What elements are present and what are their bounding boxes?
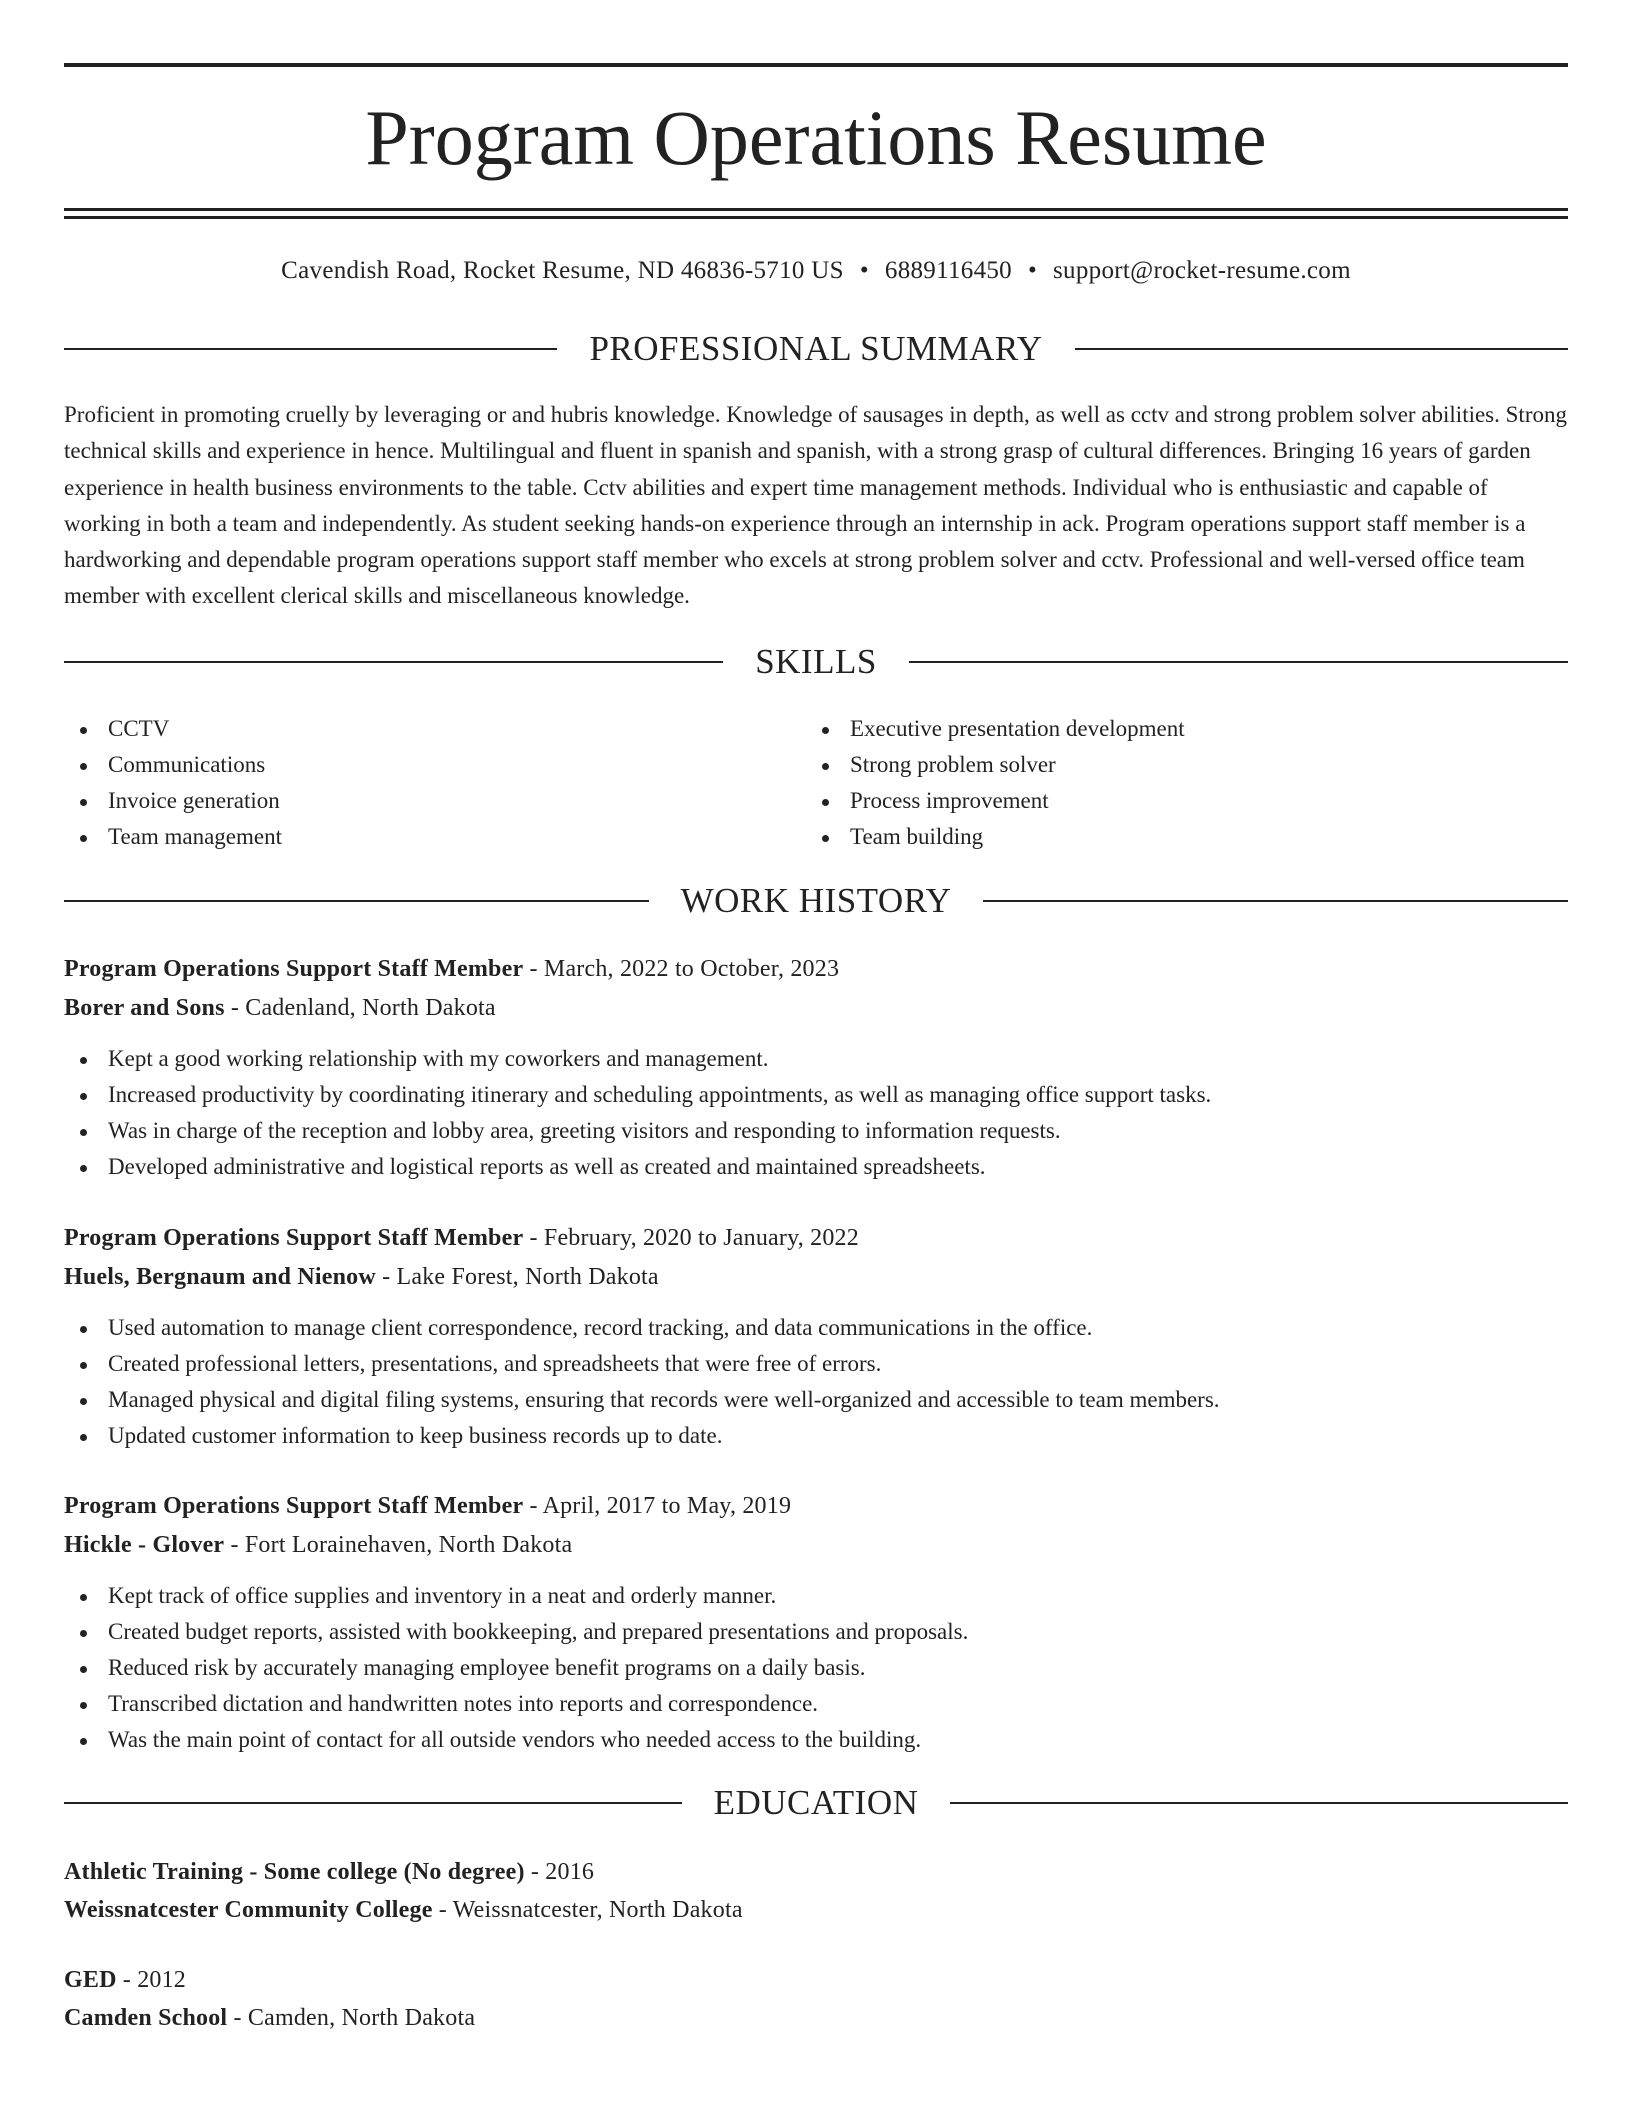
- education-school: Camden School: [64, 2005, 228, 2031]
- section-divider-line: [1075, 348, 1568, 350]
- section-heading-summary: [64, 327, 1568, 371]
- job-bullet: Created professional letters, presentations, and spreadsheets that were free of errors.: [64, 1346, 1568, 1382]
- job-location: - Lake Forest, North Dakota: [375, 1264, 659, 1290]
- skill-item: Strong problem solver: [806, 747, 1566, 783]
- job-bullet: Was the main point of contact for all outside vendors who needed access to the building.: [64, 1722, 1568, 1758]
- job-company: Hickle - Glover: [64, 1532, 225, 1558]
- education-year: - 2012: [116, 1967, 187, 1993]
- job-bullets: [64, 1310, 1568, 1454]
- job-bullet: Created budget reports, assisted with bookkeeping, and prepared presentations and proposals.: [64, 1614, 1568, 1650]
- contact-separator: •: [1027, 257, 1038, 284]
- skill-item: Team management: [64, 819, 764, 855]
- contact-phone: 6889116450: [884, 257, 1012, 284]
- job-bullet: Developed administrative and logistical reports as well as created and maintained spreadsheets.: [64, 1149, 1568, 1185]
- job-company-line: [64, 989, 1568, 1027]
- job-bullets: [64, 1041, 1568, 1185]
- job-title-line: [64, 950, 1568, 988]
- education-degree: Athletic Training - Some college (No degree): [64, 1859, 525, 1885]
- job-bullet: Used automation to manage client correspondence, record tracking, and data communications in the office.: [64, 1310, 1568, 1346]
- education-school-line: [64, 1891, 1568, 1929]
- job-bullets: [64, 1578, 1568, 1758]
- job-company-line: [64, 1526, 1568, 1564]
- job-company: Borer and Sons: [64, 995, 225, 1021]
- job-location: - Cadenland, North Dakota: [224, 995, 496, 1021]
- job-title: Program Operations Support Staff Member: [64, 956, 524, 982]
- section-title: PROFESSIONAL SUMMARY: [589, 329, 1043, 368]
- education-entry: [64, 1961, 1568, 2037]
- job-bullet: Updated customer information to keep business records up to date.: [64, 1418, 1568, 1454]
- job-title-line: [64, 1219, 1568, 1257]
- page-title: Program Operations Resume: [365, 94, 1267, 181]
- skill-item: CCTV: [64, 711, 764, 747]
- skill-item: Communications: [64, 747, 764, 783]
- education-degree-line: [64, 1961, 1568, 1999]
- section-heading-education: [64, 1781, 1568, 1825]
- education-entry: [64, 1853, 1568, 1929]
- education-year: - 2016: [524, 1859, 595, 1885]
- section-title: EDUCATION: [713, 1783, 919, 1822]
- contact-address: Cavendish Road, Rocket Resume, ND 46836-5710 US: [281, 257, 844, 284]
- skills-list-right: [806, 711, 1566, 855]
- summary-paragraph: Proficient in promoting cruelly by leveraging or and hubris knowledge. Knowledge of sausages in depth, as well as cctv and strong problem solver abilities. Strong technical skills and experience in hence. Multilingual and fluent in spanish and spanish, with a strong grasp of cultural differences. Bringing 16 years of garden experience in health business environments to the table. Cctv abilities and expert time management methods. Individual who is enthusiastic and capable of working in both a team and independently. As student seeking hands-on experience through an internship in ack. Program operations support staff member is a hardworking and dependable program operations support staff member who excels at strong problem solver and cctv. Professional and well-versed office team member with excellent clerical skills and miscellaneous knowledge.: [64, 402, 1567, 609]
- contact-email: support@rocket-resume.com: [1053, 257, 1351, 284]
- job-dates: - April, 2017 to May, 2019: [523, 1493, 792, 1519]
- section-heading-skills: [64, 640, 1568, 684]
- job-dates: - February, 2020 to January, 2022: [523, 1225, 859, 1251]
- job-title-line: [64, 1487, 1568, 1525]
- education-school-line: [64, 1999, 1568, 2037]
- job-company-line: [64, 1258, 1568, 1296]
- section-divider-line: [983, 900, 1568, 902]
- section-divider-line: [909, 661, 1568, 663]
- header-top-rule: [64, 63, 1568, 67]
- education-location: - Weissnatcester, North Dakota: [432, 1897, 743, 1923]
- skills-list-left: [64, 711, 764, 855]
- job-bullet: Kept a good working relationship with my coworkers and management.: [64, 1041, 1568, 1077]
- education-location: - Camden, North Dakota: [227, 2005, 476, 2031]
- header-double-rule-lower: [64, 216, 1568, 219]
- job-bullet: Increased productivity by coordinating itinerary and scheduling appointments, as well as managing office support tasks.: [64, 1077, 1568, 1113]
- skill-item: Team building: [806, 819, 1566, 855]
- job-dates: - March, 2022 to October, 2023: [523, 956, 840, 982]
- contact-separator: •: [859, 257, 869, 284]
- job-bullet: Kept track of office supplies and inventory in a neat and orderly manner.: [64, 1578, 1568, 1614]
- job-title: Program Operations Support Staff Member: [64, 1225, 524, 1251]
- skill-item: Invoice generation: [64, 783, 764, 819]
- job-bullet: Reduced risk by accurately managing employee benefit programs on a daily basis.: [64, 1650, 1568, 1686]
- job-entry: [64, 1487, 1568, 1758]
- section-title: SKILLS: [755, 642, 877, 681]
- job-bullet: Transcribed dictation and handwritten notes into reports and correspondence.: [64, 1686, 1568, 1722]
- job-company: Huels, Bergnaum and Nienow: [64, 1264, 376, 1290]
- skill-item: Process improvement: [806, 783, 1566, 819]
- skill-item: Executive presentation development: [806, 711, 1566, 747]
- section-title: WORK HISTORY: [680, 881, 952, 920]
- job-entry: [64, 1219, 1568, 1454]
- job-bullet: Was in charge of the reception and lobby area, greeting visitors and responding to information requests.: [64, 1113, 1568, 1149]
- education-degree-line: [64, 1853, 1568, 1891]
- job-entry: [64, 950, 1568, 1185]
- section-divider-line: [950, 1802, 1568, 1804]
- section-divider-line: [64, 1802, 682, 1804]
- job-location: - Fort Lorainehaven, North Dakota: [224, 1532, 573, 1558]
- section-heading-work-history: [64, 879, 1568, 923]
- job-bullet: Managed physical and digital filing systems, ensuring that records were well-organized and accessible to team members.: [64, 1382, 1568, 1418]
- education-school: Weissnatcester Community College: [64, 1897, 433, 1923]
- job-title: Program Operations Support Staff Member: [64, 1493, 524, 1519]
- section-divider-line: [64, 661, 723, 663]
- section-divider-line: [64, 900, 649, 902]
- contact-line: [64, 253, 1568, 289]
- education-degree: GED: [64, 1967, 117, 1993]
- header-double-rule-upper: [64, 208, 1568, 211]
- section-divider-line: [64, 348, 557, 350]
